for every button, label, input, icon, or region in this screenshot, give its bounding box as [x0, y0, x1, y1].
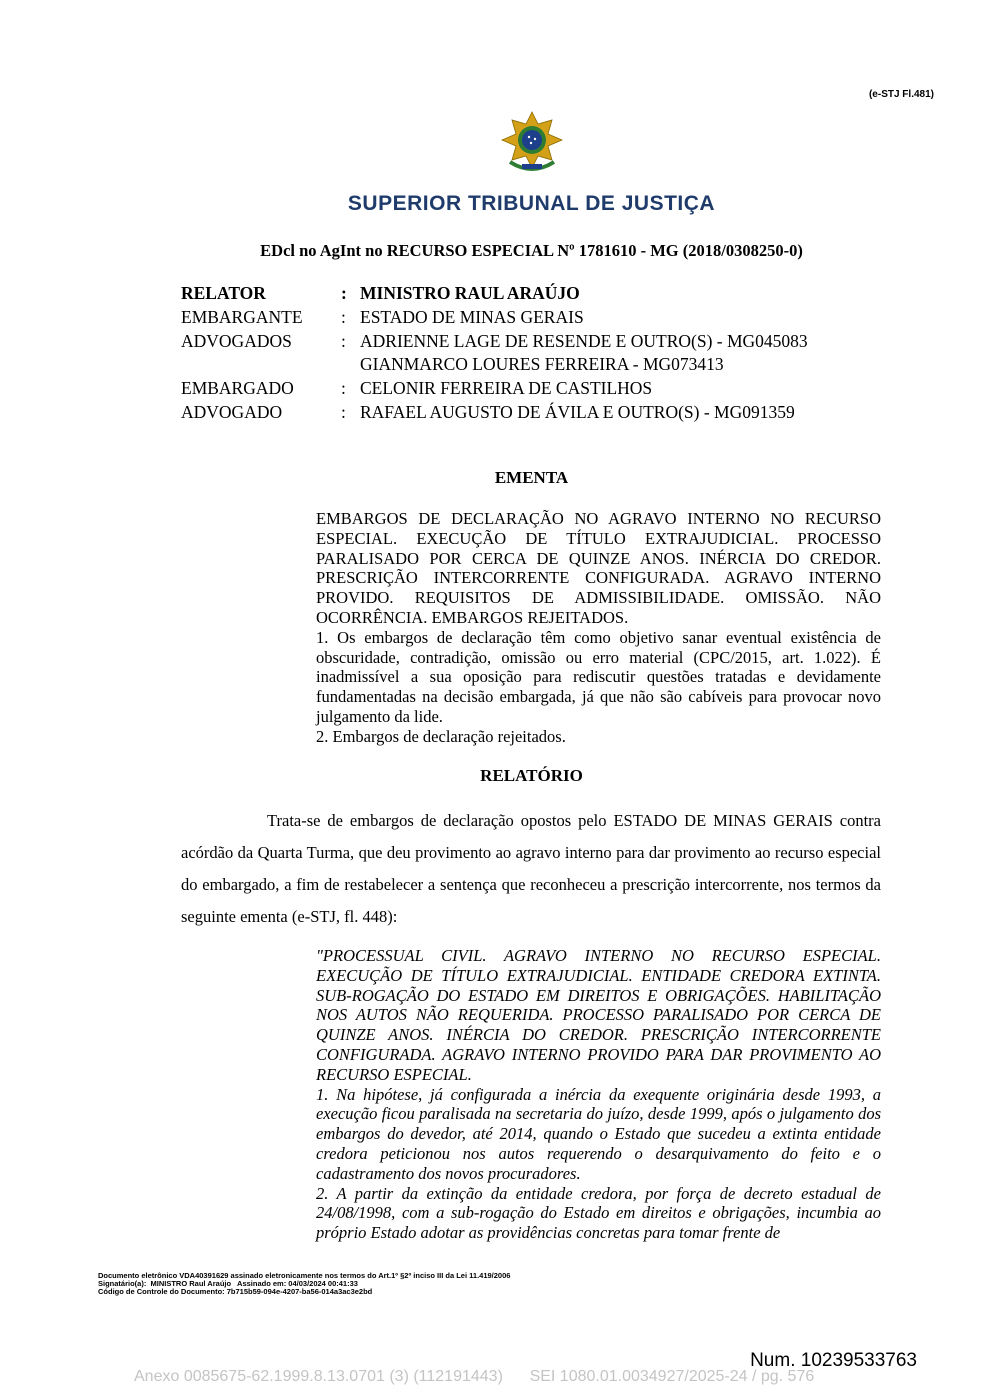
coat-of-arms-icon: [500, 110, 564, 174]
ementa-text: [316, 509, 881, 747]
annex-reference: Anexo 0085675-62.1999.8.13.0701 (3) (112191443): [134, 1368, 503, 1385]
sei-reference: SEI 1080.01.0034927/2025-24 / pg. 576: [529, 1368, 815, 1385]
court-name: SUPERIOR TRIBUNAL DE JUSTIÇA: [347, 192, 716, 215]
ementa-paragraph: EMBARGOS DE DECLARAÇÃO NO AGRAVO INTERNO NO RECURSO ESPECIAL. EXECUÇÃO DE TÍTULO EXTRAJUDICIAL. PROCESSO PARALISADO POR CERCA DE QUINZE ANOS. INÉRCIA DO CREDOR. PRESCRIÇÃO INTERCORRENTE CONFIGURADA. AGRAVO INTERNO PROVIDO. REQUISITOS DE ADMISSIBILIDADE. OMISSÃO. NÃO OCORRÊNCIA. EMBARGOS REJEITADOS.: [316, 509, 881, 627]
party-row: [181, 353, 808, 377]
certificate-line: Signatário(a): MINISTRO Raul Araújo Assinado em: 04/03/2024 00:41:33: [98, 1279, 358, 1288]
party-role: EMBARGANTE: [181, 306, 303, 327]
ementa-heading: EMENTA: [494, 468, 569, 487]
party-name: ADRIENNE LAGE DE RESENDE E OUTRO(S) - MG045083: [360, 330, 808, 351]
ementa-paragraph: 2. Embargos de declaração rejeitados.: [316, 726, 566, 746]
party-role: RELATOR: [181, 283, 266, 303]
party-role: ADVOGADOS: [181, 330, 292, 351]
page-reference: (e-STJ Fl.481): [868, 89, 934, 100]
party-name: MINISTRO RAUL ARAÚJO: [360, 283, 580, 303]
party-row: RELATOR : MINISTRO RAUL ARAÚJO: [181, 282, 808, 306]
quote-paragraph: "PROCESSUAL CIVIL. AGRAVO INTERNO NO RECURSO ESPECIAL. EXECUÇÃO DE TÍTULO EXTRAJUDICIAL. ENTIDADE CREDORA EXTINTA. SUB-ROGAÇÃO DO ESTADO EM DIREITOS E OBRIGAÇÕES. HABILITAÇÃO NOS AUTOS NÃO REQUERIDA. PROCESSO PARALISADO POR CERCA DE QUINZE ANOS. INÉRCIA DO CREDOR. PRESCRIÇÃO INTERCORRENTE CONFIGURADA. AGRAVO INTERNO PROVIDO PARA DAR PROVIMENTO AO RECURSO ESPECIAL.: [316, 946, 881, 1084]
relatorio-body: Trata-se de embargos de declaração opostos pelo ESTADO DE MINAS GERAIS contra acórdão da Quarta Turma, que deu provimento ao agravo interno para dar provimento ao recurso especial do embargado, a fim de restabelecer a sentença que reconheceu a prescrição intercorrente, nos termos da seguinte ementa (e-STJ, fl. 448):: [181, 811, 881, 926]
party-row: ADVOGADOS : ADRIENNE LAGE DE RESENDE E OUTRO(S) - MG045083: [181, 330, 808, 354]
signature-certificate: [98, 1272, 510, 1296]
party-row: ADVOGADO : RAFAEL AUGUSTO DE ÁVILA E OUTRO(S) - MG091359: [181, 401, 808, 425]
party-role: EMBARGADO: [181, 378, 294, 399]
party-name: CELONIR FERREIRA DE CASTILHOS: [360, 378, 653, 399]
party-role: ADVOGADO: [181, 401, 283, 422]
certificate-line: Documento eletrônico VDA40391629 assinado eletronicamente nos termos do Art.1º §2º inciso III da Lei 11.419/2006: [98, 1271, 511, 1280]
case-title: EDcl no AgInt no RECURSO ESPECIAL Nº 1781610 - MG (2018/0308250-0): [260, 241, 803, 260]
party-row: EMBARGADO : CELONIR FERREIRA DE CASTILHOS: [181, 377, 808, 401]
certificate-line: Código de Controle do Documento: 7b715b59-094e-4207-ba56-014a3ac3e2bd: [98, 1287, 373, 1296]
document-number: Num. 10239533763: [750, 1350, 917, 1371]
quote-paragraph: 1. Na hipótese, já configurada a inércia da exequente originária desde 1993, a execução ficou paralisada na secretaria do juízo, desde 1999, após o julgamento dos embargos do devedor, até 2014, quando o Estado que sucedeu a extinta entidade credora peticionou nos autos requerendo o desarquivamento do feito e o cadastramento dos novos procuradores.: [316, 1084, 881, 1183]
party-row: EMBARGANTE : ESTADO DE MINAS GERAIS: [181, 306, 808, 330]
party-role: [181, 353, 341, 377]
party-name: RAFAEL AUGUSTO DE ÁVILA E OUTRO(S) - MG091359: [360, 401, 795, 422]
ementa-paragraph: 1. Os embargos de declaração têm como objetivo sanar eventual existência de obscuridade, contradição, omissão ou erro material (CPC/2015, art. 1.022). É inadmissível a sua oposição para rediscutir questões tratadas e devidamente fundamentadas na decisão embargada, já que não são cabíveis para provocar novo julgamento da lide.: [316, 627, 881, 726]
party-name: ESTADO DE MINAS GERAIS: [360, 306, 584, 327]
relatorio-heading: RELATÓRIO: [480, 766, 583, 785]
annex-stamp: [134, 1368, 814, 1386]
party-name: GIANMARCO LOURES FERREIRA - MG073413: [360, 354, 724, 375]
quoted-ementa: [316, 946, 881, 1243]
quote-paragraph: 2. A partir da extinção da entidade credora, por força de decreto estadual de 24/08/1998, com a sub-rogação do Estado em direitos e obrigações, incumbia ao próprio Estado adotar as providências concretas para tomar frente de: [316, 1183, 881, 1243]
parties-list: [181, 282, 808, 425]
